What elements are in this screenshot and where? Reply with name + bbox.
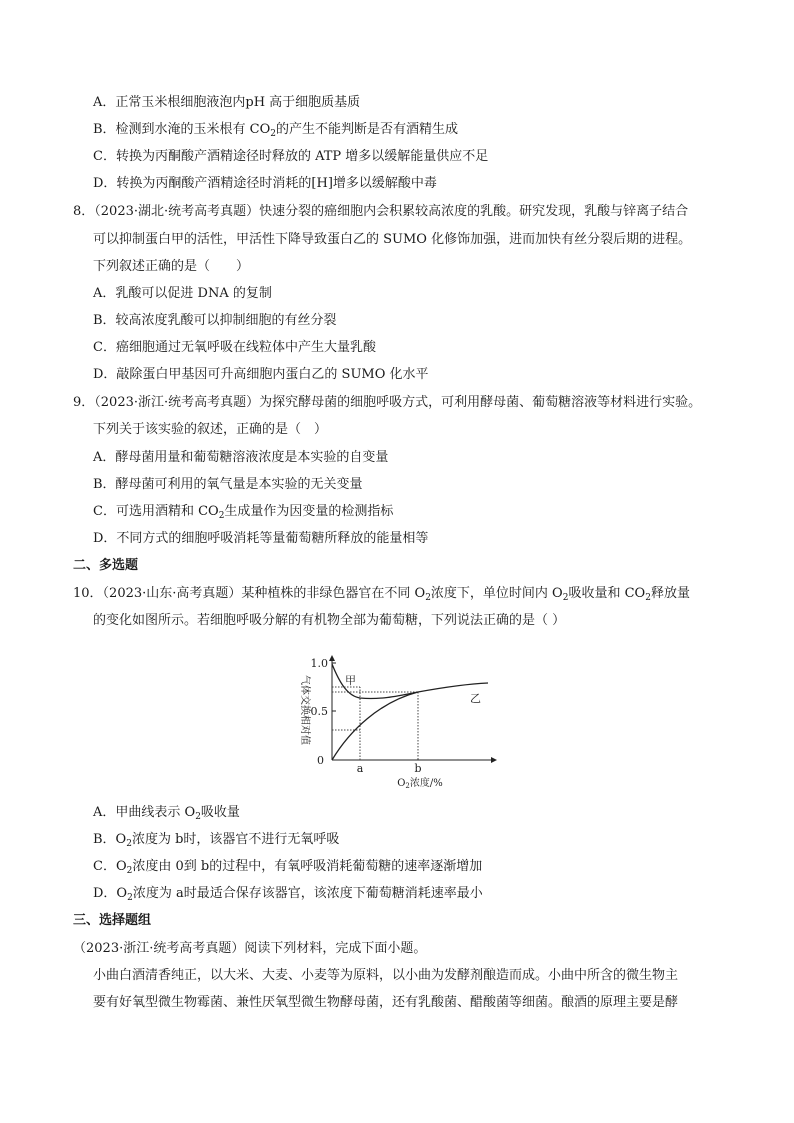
y-tick-0.5: 0.5 xyxy=(310,705,328,718)
q9-option-b: B．酵母菌可利用的氧气量是本实验的无关变量 xyxy=(93,477,363,492)
x-tick-a: a xyxy=(356,762,364,775)
curve-yi xyxy=(332,692,418,760)
q9-stem-line2: 下列关于该实验的叙述，正确的是（ ） xyxy=(93,422,328,437)
q7-option-c: C．转换为丙酮酸产酒精途径时释放的 ATP 增多以缓解能量供应不足 xyxy=(93,149,489,164)
q8-option-d: D．敲除蛋白甲基因可升高细胞内蛋白乙的 SUMO 化水平 xyxy=(93,367,429,382)
q10-stem-line1: 10．（2023·山东·高考真题）某种植株的非绿色器官在不同 $O_2$浓度下，单位时间内 $O_2$吸收量和 $CO_2$释放量 xyxy=(73,586,690,603)
q8-option-a: A．乳酸可以促进 DNA 的复制 xyxy=(93,286,272,301)
q8-stem-line2: 可以抑制蛋白甲的活性，甲活性下降导致蛋白乙的 SUMO 化修饰加强，进而加快有丝分裂后期的进程。 xyxy=(93,232,692,247)
q8-option-c: C．癌细胞通过无氧呼吸在线粒体中产生大量乳酸 xyxy=(93,340,376,355)
gas-exchange-chart xyxy=(290,650,510,790)
q10-option-a: A．甲曲线表示 $O_2$吸收量 xyxy=(93,805,240,822)
x-tick-b: b xyxy=(414,762,422,775)
q9-option-d: D．不同方式的细胞呼吸消耗等量葡萄糖所释放的能量相等 xyxy=(93,531,429,546)
q7-option-b: B．检测到水淹的玉米根有 $CO_2$的产生不能判断是否有酒精生成 xyxy=(93,122,459,139)
q10-option-d: D．$O_2$浓度为 a时最适合保存该器官，该浓度下葡萄糖消耗速率最小 xyxy=(93,886,483,903)
q9-stem-line1: 9．（2023·浙江·统考高考真题）为探究酵母菌的细胞呼吸方式，可利用酵母菌、葡萄糖溶液等材料进行实验。 xyxy=(73,395,702,410)
group-intro: （2023·浙江·统考高考真题）阅读下列材料，完成下面小题。 xyxy=(73,941,427,956)
group-paragraph-line1: 小曲白酒清香纯正，以大米、大麦、小麦等为原料，以小曲为发酵剂酿造而成。小曲中所含的微生物主 xyxy=(93,968,679,983)
q7-option-d: D．转换为丙酮酸产酒精途径时消耗的[H]增多以缓解酸中毒 xyxy=(93,176,437,191)
q8-stem-line3: 下列叙述正确的是（ ） xyxy=(93,259,250,274)
q10-option-b: B．$O_2$浓度为 b时，该器官不进行无氧呼吸 xyxy=(93,832,340,849)
q7-option-a: A．正常玉米根细胞液泡内pH 高于细胞质基质 xyxy=(93,95,361,110)
q10-stem-line2: 的变化如图所示。若细胞呼吸分解的有机物全部为葡萄糖，下列说法正确的是（ ） xyxy=(93,613,566,628)
y-axis-label: 气体交换相对值 xyxy=(299,675,310,745)
q8-stem-line1: 8．（2023·湖北·统考高考真题）快速分裂的癌细胞内会积累较高浓度的乳酸。研究发现，乳酸与锌离子结合 xyxy=(73,204,689,219)
series-label-yi: 乙 xyxy=(470,692,481,705)
q10-option-c: C．$O_2$浓度由 0到 b的过程中，有氧呼吸消耗葡萄糖的速率逐渐增加 xyxy=(93,859,483,876)
section-multi-choice: 二、多选题 xyxy=(73,558,139,573)
group-paragraph-line2: 要有好氧型微生物霉菌、兼性厌氧型微生物酵母菌，还有乳酸菌、醋酸菌等细菌。酿酒的原理主要是酵 xyxy=(93,995,679,1010)
y-tick-1.0: 1.0 xyxy=(310,657,328,670)
q9-option-c: C．可选用酒精和 $CO_2$生成量作为因变量的检测指标 xyxy=(93,504,394,521)
x-axis-label: $O_2$浓度/% xyxy=(397,778,443,790)
section-question-group: 三、选择题组 xyxy=(73,913,152,928)
series-label-jia: 甲 xyxy=(345,674,356,687)
q8-option-b: B．较高浓度乳酸可以抑制细胞的有丝分裂 xyxy=(93,313,337,328)
y-tick-0: 0 xyxy=(317,754,324,767)
q9-option-a: A．酵母菌用量和葡萄糖溶液浓度是本实验的自变量 xyxy=(93,450,389,465)
